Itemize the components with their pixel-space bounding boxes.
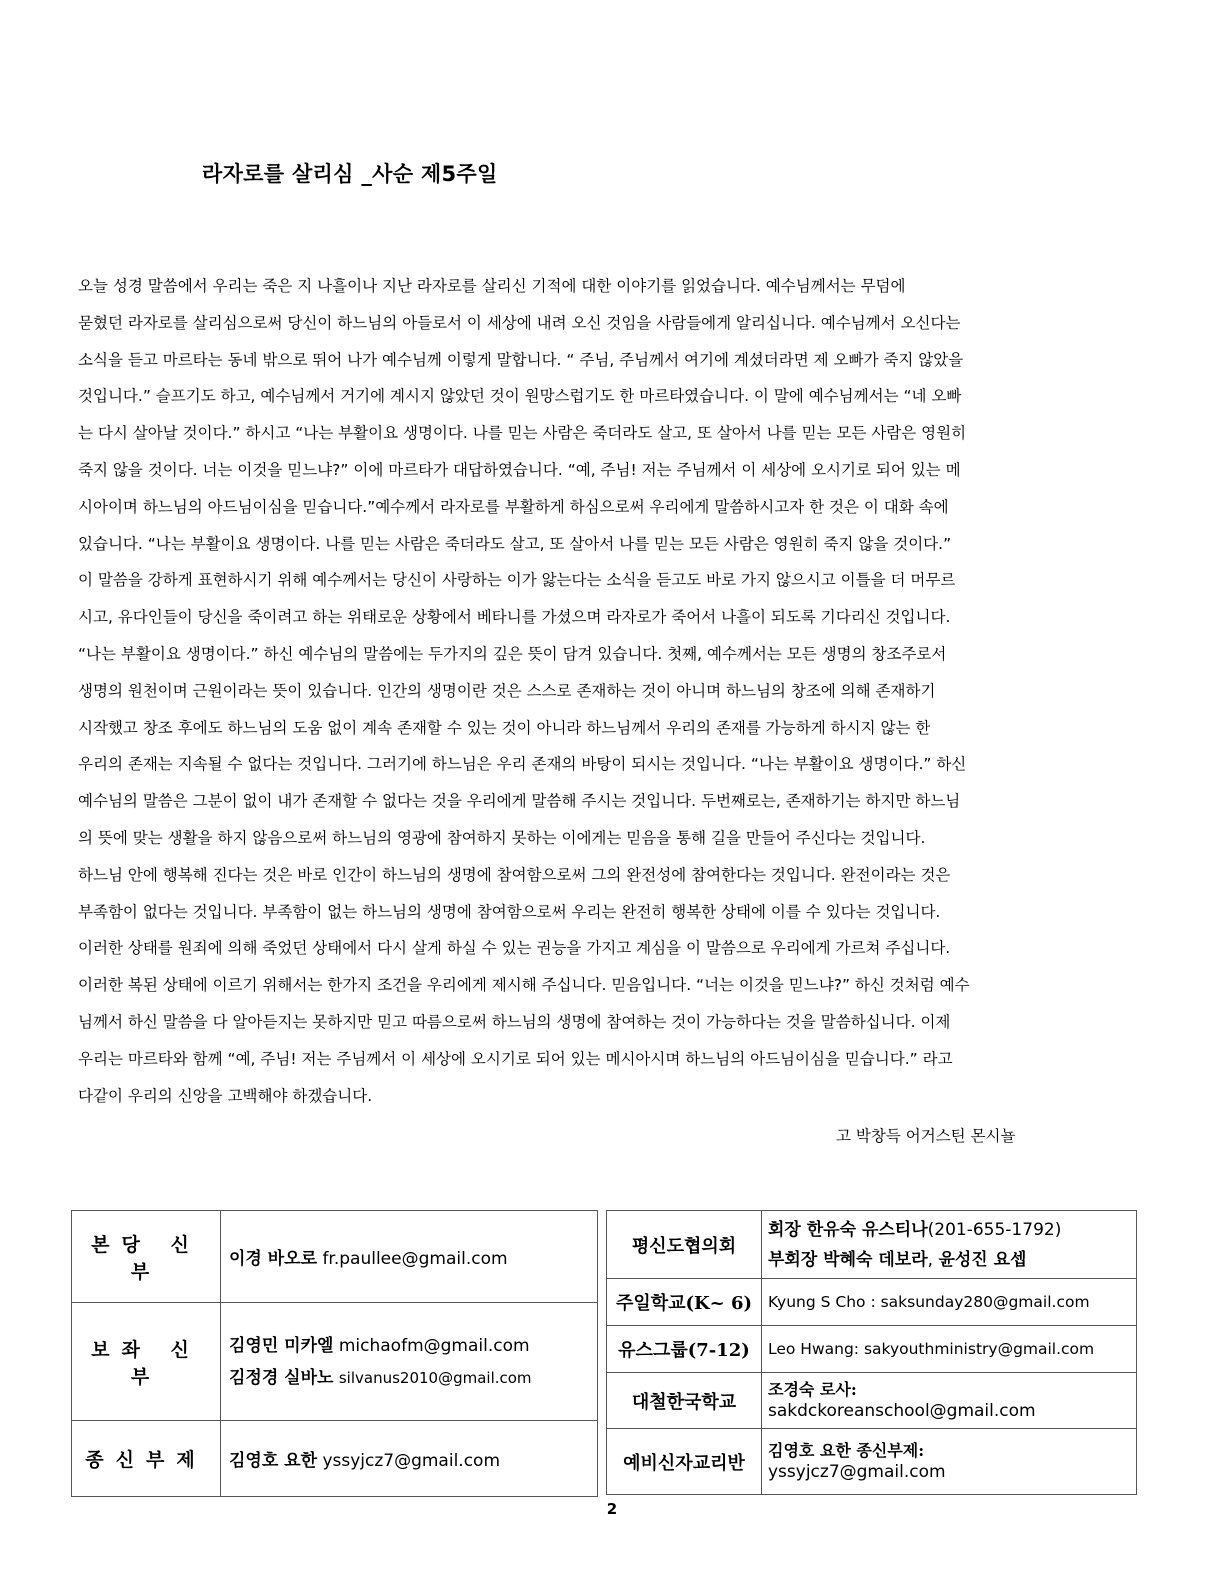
body-line: 우리는 마르타와 함께 “예, 주님! 저는 주님께서 이 세상에 오시기로 되어 있는 메시아시며 하느님의 아드님이심을 믿습니다.” 라고: [78, 1049, 953, 1068]
body-line: “나는 부활이요 생명이다.” 하신 예수님의 말씀에는 두가지의 깊은 뜻이 담겨 있습니다. 첫째, 예수께서는 모든 생명의 창조주로서: [78, 644, 947, 663]
ministry-label: 대철한국학교: [607, 1373, 762, 1429]
ministry-contact: Leo Hwang: sakyouthministry@gmail.com: [762, 1326, 1137, 1373]
body-line: 것입니다.” 슬프기도 하고, 예수님께서 거기에 계시지 않았던 것이 원망스럽기도 한 마르타였습니다. 이 말에 예수님께서는 “네 오빠: [78, 387, 962, 406]
body-line: 의 뜻에 맞는 생활을 하지 않음으로써 하느님의 영광에 참여하지 못하는 이에게는 믿음을 통해 길을 만들어 주신다는 것입니다.: [78, 828, 926, 847]
clergy-contact: [221, 1303, 598, 1421]
table-row: [72, 1211, 598, 1303]
ministry-label: 평신도협의회: [607, 1211, 762, 1279]
ministry-contact: [762, 1373, 1137, 1429]
name-separator: ,: [927, 1249, 934, 1270]
clergy-contact: [221, 1421, 598, 1497]
clergy-email: michaofm@gmail.com: [338, 1335, 530, 1356]
clergy-name: 김영호 요한: [229, 1451, 318, 1471]
body-line: 묻혔던 라자로를 살리심으로써 당신이 하느님의 아들로서 이 세상에 내려 오신 것임을 사람들에게 알리십니다. 예수님께서 오신다는: [78, 313, 961, 332]
ministry-email: yssyjcz7@gmail.com: [768, 1461, 946, 1482]
clergy-role-label: 보좌 신부: [72, 1303, 221, 1421]
body-line: 이러한 복된 상태에 이르기 위해서는 한가지 조건을 우리에게 제시해 주십니다. 믿음입니다. “너는 이것을 믿느냐?” 하신 것처럼 예수: [78, 976, 970, 995]
table-row: [72, 1303, 598, 1421]
page-title: 라자로를 살리심 _사순 제5주일: [202, 162, 498, 186]
clergy-email: silvanus2010@gmail.com: [338, 1368, 532, 1387]
ministry-contact: [762, 1429, 1137, 1495]
table-row: [607, 1373, 1137, 1429]
ministry-phone: (201-655-1792): [927, 1219, 1062, 1240]
body-line: 우리의 존재는 지속될 수 없다는 것입니다. 그러기에 하느님은 우리 존재의 바탕이 되시는 것입니다. “나는 부활이요 생명이다.” 하신: [78, 755, 967, 774]
clergy-role-label: 본당 신부: [72, 1211, 221, 1303]
clergy-role-label: 종신부제: [72, 1421, 221, 1497]
ministry-label: 주일학교(K~ 6): [607, 1279, 762, 1326]
body-line: 죽지 않을 것이다. 너는 이것을 믿느냐?” 이에 마르타가 대답하였습니다. “예, 주님! 저는 주님께서 이 세상에 오시기로 되어 있는 메: [78, 460, 961, 479]
ministry-contact: Kyung S Cho : saksunday280@gmail.com: [762, 1279, 1137, 1326]
body-line: 부족함이 없다는 것입니다. 부족함이 없는 하느님의 생명에 참여함으로써 우리는 완전히 행복한 상태에 이를 수 있다는 것입니다.: [78, 902, 941, 921]
ministry-email: sakdckoreanschool@gmail.com: [768, 1400, 1036, 1421]
body-line: 이 말씀을 강하게 표현하시기 위해 예수께서는 당신이 사랑하는 이가 앓는다는 소식을 듣고도 바로 가지 않으시고 이틀을 더 머무르: [78, 571, 956, 590]
body-line: 예수님의 말씀은 그분이 없이 내가 존재할 수 없다는 것을 우리에게 말씀해 주시는 것입니다. 두번째로는, 존재하기는 하지만 하느님: [78, 792, 961, 811]
homily-body: [78, 268, 1138, 1114]
ministry-label: 예비신자교리반: [607, 1429, 762, 1495]
ministry-vice-president: 윤성진 요셉: [938, 1249, 1027, 1270]
ministry-president: 회장 한유숙 유스티나: [768, 1219, 928, 1240]
table-row: [607, 1211, 1137, 1279]
clergy-table: [71, 1210, 598, 1497]
ministry-label: 유스그룹(7-12): [607, 1326, 762, 1373]
ministry-contact-name: 조경숙 로사:: [768, 1379, 857, 1399]
table-row: [72, 1421, 598, 1497]
body-line: 오늘 성경 말씀에서 우리는 죽은 지 나흘이나 지난 라자로를 살리신 기적에 대한 이야기를 읽었습니다. 예수님께서는 무덤에: [78, 277, 906, 295]
table-row: [607, 1326, 1137, 1373]
ministry-table: [606, 1210, 1137, 1495]
body-line: 있습니다. “나는 부활이요 생명이다. 나를 믿는 사람은 죽더라도 살고, 또 살아서 나를 믿는 모든 사람은 영원히 죽지 않을 것이다.”: [78, 534, 952, 553]
clergy-name: 이경 바오로: [229, 1249, 318, 1269]
body-line: 생명의 원천이며 근원이라는 뜻이 있습니다. 인간의 생명이란 것은 스스로 존재하는 것이 아니며 하느님의 창조에 의해 존재하기: [78, 681, 936, 700]
body-line: 님께서 하신 말씀을 다 알아듣지는 못하지만 믿고 따름으로써 하느님의 생명에 참여하는 것이 가능하다는 것을 말씀하십니다. 이제: [78, 1012, 951, 1031]
body-line: 다같이 우리의 신앙을 고백해야 하겠습니다.: [78, 1086, 373, 1105]
clergy-name: 김영민 미카엘: [229, 1335, 334, 1356]
table-row: [607, 1429, 1137, 1495]
ministry-vice-president: 부회장 박혜숙 데보라: [768, 1249, 928, 1270]
author-signature: 고 박창득 어거스틴 몬시뇰: [836, 1127, 1016, 1145]
body-line: 하느님 안에 행복해 진다는 것은 바로 인간이 하느님의 생명에 참여함으로써 그의 완전성에 참여한다는 것입니다. 완전이라는 것은: [78, 865, 951, 884]
ministry-contact-name: 김영호 요한 종신부제:: [768, 1440, 925, 1460]
body-line: 시아이며 하느님의 아드님이심을 믿습니다.”예수께서 라자로를 부활하게 하심으로써 우리에게 말씀하시고자 한 것은 이 대화 속에: [78, 497, 949, 516]
ministry-contact: [762, 1211, 1137, 1279]
body-line: 시작했고 창조 후에도 하느님의 도움 없이 계속 존재할 수 있는 것이 아니라 하느님께서 우리의 존재를 가능하게 하시지 않는 한: [78, 718, 931, 737]
body-line: 이러한 상태를 원죄에 의해 죽었던 상태에서 다시 살게 하실 수 있는 권능을 가지고 계심을 이 말씀으로 우리에게 가르쳐 주십니다.: [78, 939, 951, 958]
body-line: 소식을 듣고 마르타는 동네 밖으로 뛰어 나가 예수님께 이렇게 말합니다. “ 주님, 주님께서 여기에 계셨더라면 제 오빠가 죽지 않았을: [78, 350, 964, 369]
page-number: 2: [606, 1500, 618, 1518]
body-line: 시고, 유다인들이 당신을 죽이려고 하는 위태로운 상황에서 베타니를 가셨으며 라자로가 죽어서 나흘이 되도록 기다리신 것입니다.: [78, 608, 951, 627]
table-row: [607, 1279, 1137, 1326]
clergy-contact: [221, 1211, 598, 1303]
clergy-email: fr.paullee@gmail.com: [322, 1249, 508, 1269]
clergy-email: yssyjcz7@gmail.com: [322, 1451, 501, 1471]
clergy-name: 김정경 실바노: [229, 1367, 334, 1388]
body-line: 는 다시 살아날 것이다.” 하시고 “나는 부활이요 생명이다. 나를 믿는 사람은 죽더라도 살고, 또 살아서 나를 믿는 모든 사람은 영원히: [78, 424, 967, 443]
